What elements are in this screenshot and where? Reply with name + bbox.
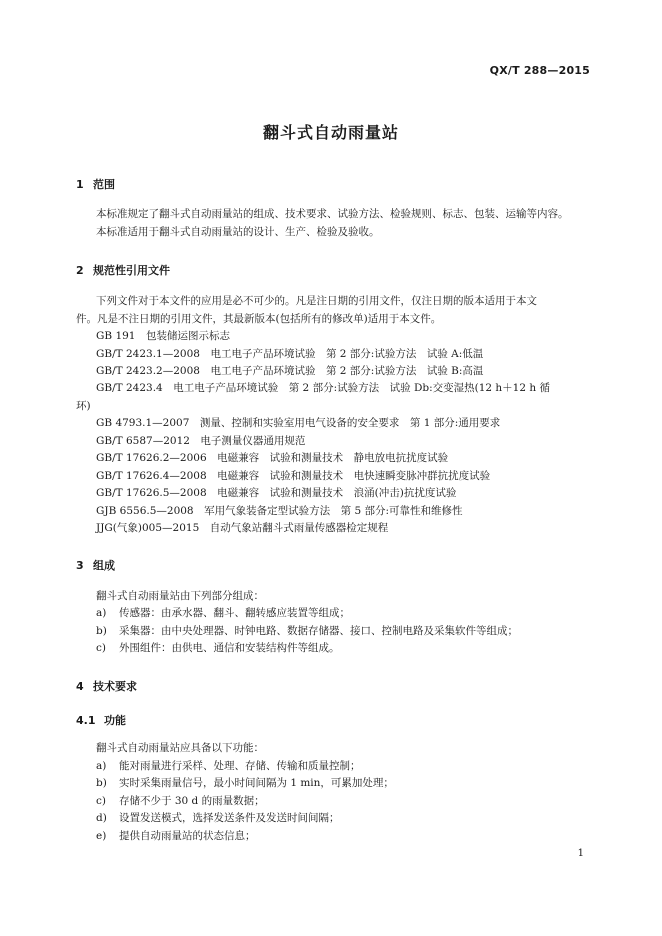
list-item-text: 传感器：由承水器、翻斗、翻转感应装置等组成； bbox=[119, 607, 350, 619]
paragraph: 本标准适用于翻斗式自动雨量站的设计、生产、检验及验收。 bbox=[96, 226, 380, 238]
paragraph: 翻斗式自动雨量站由下列部分组成： bbox=[96, 590, 264, 602]
list-item-text: 实时采集雨量信号，最小时间间隔为 1 min，可累加处理； bbox=[119, 777, 394, 789]
section-2-heading bbox=[76, 262, 170, 278]
section-title: 组成 bbox=[93, 559, 115, 572]
section-number: 2 bbox=[76, 264, 84, 277]
reference-item: GB/T 2423.1—2008 电工电子产品环境试验 第 2 部分:试验方法 试验 A:低温 bbox=[96, 348, 484, 360]
reference-item: GJB 6556.5—2008 军用气象装备定型试验方法 第 5 部分:可靠性和维修性 bbox=[96, 505, 463, 517]
standard-code: QX/T 288—2015 bbox=[489, 64, 590, 77]
section-number: 4 bbox=[76, 680, 84, 693]
reference-item: JJG(气象)005—2015 自动气象站翻斗式雨量传感器检定规程 bbox=[96, 522, 389, 534]
list-item-text: 提供自动雨量站的状态信息； bbox=[119, 830, 256, 842]
section-title: 技术要求 bbox=[93, 680, 137, 693]
list-item-text: 外围组件：由供电、通信和安装结构件等组成。 bbox=[119, 642, 340, 654]
reference-item: GB 191 包装储运图示标志 bbox=[96, 330, 230, 342]
section-title: 范围 bbox=[93, 178, 115, 191]
reference-item: GB/T 17626.4—2008 电磁兼容 试验和测量技术 电快速瞬变脉冲群抗扰度试验 bbox=[96, 470, 491, 482]
reference-item: GB 4793.1—2007 测量、控制和实验室用电气设备的安全要求 第 1 部分:通用要求 bbox=[96, 417, 501, 429]
reference-item: GB/T 17626.2—2006 电磁兼容 试验和测量技术 静电放电抗扰度试验 bbox=[96, 452, 449, 464]
paragraph: 下列文件对于本文件的应用是必不可少的。凡是注日期的引用文件，仅注日期的版本适用于本文 bbox=[96, 295, 537, 307]
list-item-mark: c) bbox=[96, 642, 106, 654]
paragraph: 件。凡是不注日期的引用文件，其最新版本(包括所有的修改单)适用于本文件。 bbox=[76, 313, 442, 325]
list-item-mark: d) bbox=[96, 812, 107, 824]
document-title: 翻斗式自动雨量站 bbox=[262, 123, 399, 142]
reference-item: GB/T 17626.5—2008 电磁兼容 试验和测量技术 浪涌(冲击)抗扰度试验 bbox=[96, 487, 457, 499]
reference-item: GB/T 6587—2012 电子测量仪器通用规范 bbox=[96, 435, 306, 447]
subsection-title: 功能 bbox=[104, 714, 126, 727]
list-item-text: 能对雨量进行采样、处理、存储、传输和质量控制； bbox=[119, 760, 361, 772]
section-1-heading bbox=[76, 176, 115, 192]
subsection-number: 4.1 bbox=[76, 714, 96, 727]
reference-item: GB/T 2423.2—2008 电工电子产品环境试验 第 2 部分:试验方法 试验 B:高温 bbox=[96, 365, 484, 377]
paragraph: 翻斗式自动雨量站应具备以下功能： bbox=[96, 742, 264, 754]
list-item-mark: a) bbox=[96, 760, 107, 772]
section-number: 1 bbox=[76, 178, 84, 191]
reference-item: 环) bbox=[76, 400, 91, 412]
list-item-mark: b) bbox=[96, 777, 107, 789]
list-item-text: 设置发送模式，选择发送条件及发送时间间隔； bbox=[119, 812, 340, 824]
list-item-text: 采集器：由中央处理器、时钟电路、数据存储器、接口、控制电路及采集软件等组成； bbox=[119, 625, 518, 637]
section-3-heading bbox=[76, 557, 115, 573]
paragraph: 本标准规定了翻斗式自动雨量站的组成、技术要求、试验方法、检验规则、标志、包装、运输等内容。 bbox=[96, 208, 569, 220]
list-item-text: 存储不少于 30 d 的雨量数据； bbox=[119, 795, 265, 807]
page-number: 1 bbox=[577, 848, 584, 859]
subsection-4-1-heading bbox=[76, 712, 126, 728]
section-number: 3 bbox=[76, 559, 84, 572]
list-item-mark: b) bbox=[96, 625, 107, 637]
list-item-mark: c) bbox=[96, 795, 106, 807]
reference-item: GB/T 2423.4 电工电子产品环境试验 第 2 部分:试验方法 试验 Db:交变湿热(12 h＋12 h 循 bbox=[96, 382, 550, 394]
list-item-mark: a) bbox=[96, 607, 107, 619]
list-item-mark: e) bbox=[96, 830, 107, 842]
section-4-heading bbox=[76, 678, 137, 694]
section-title: 规范性引用文件 bbox=[93, 264, 170, 277]
